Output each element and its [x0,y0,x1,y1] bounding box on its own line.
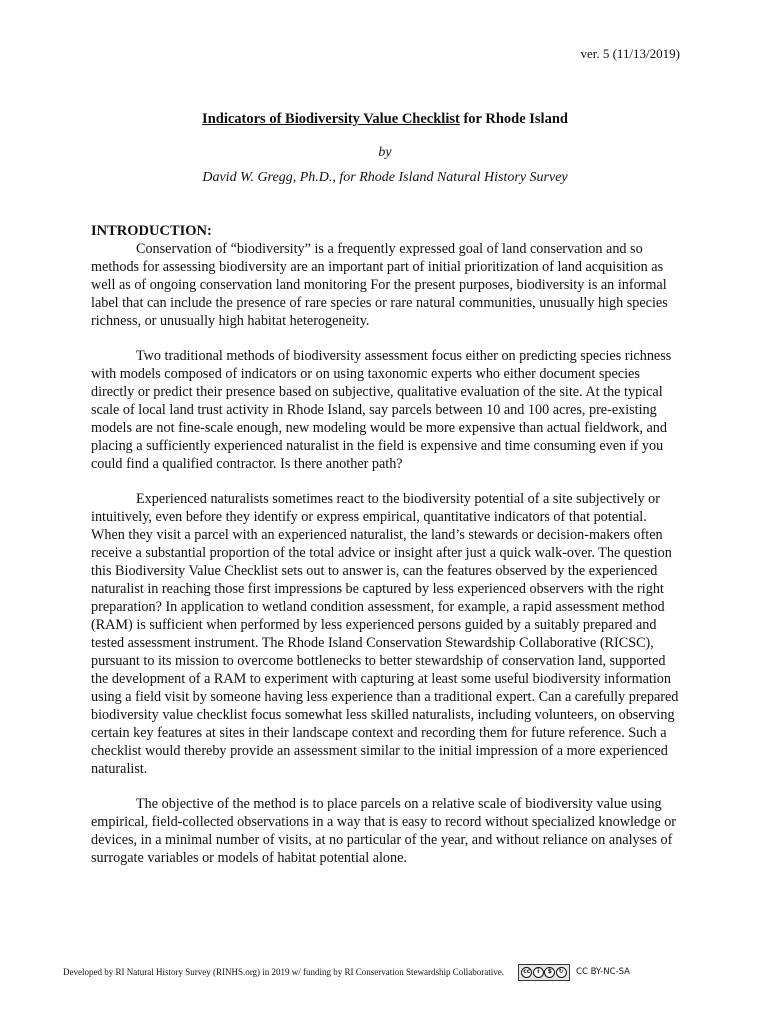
license-area [518,964,630,981]
byline-by: by [378,145,392,160]
sharealike-icon: ↻ [556,967,567,978]
byline-author: David W. Gregg, Ph.D., for Rhode Island Natural History Survey [202,170,568,185]
paragraph-1: Conservation of “biodiversity” is a frequently expressed goal of land conservation and so methods for assessing biodiversity are an important part of initial prioritization of land acquisition as well as of ongoing conservation land monitoring For the present purposes, biodiversity is an informal label that can include the presence of rare species or rare natural communities, unusually high species richness, or unusually high habitat heterogeneity. [91,241,668,329]
document-body [91,222,682,884]
version-label: ver. 5 (11/13/2019) [580,46,680,61]
paragraph-2: Two traditional methods of biodiversity assessment focus either on predicting species richness with models composed of indicators or on using taxonomic experts who either document species directly or predict their presence based on subjective, qualitative evaluation of the site. At the typical scale of local land trust activity in Rhode Island, say parcels between 10 and 100 acres, pre-existing models are not fine-scale enough, new modeling would be more expensive than actual fieldwork, and placing a sufficiently experienced naturalist in the field is expensive and time consuming even if you could find a qualified contractor. Is there another path? [91,348,672,472]
noncommercial-icon: $ [544,967,555,978]
paragraph-4: The objective of the method is to place parcels on a relative scale of biodiversity value using empirical, field-collected observations in a way that is easy to record without specialized knowledge or devices, in a minimal number of visits, at no particular of the year, and without reliance on analyses of surrogate variables or models of habitat potential alone. [91,796,677,866]
paragraph-3: Experienced naturalists sometimes react to the biodiversity potential of a site subjectively or intuitively, even before they identify or express empirical, quantitative indicators of that potential. When they visit a parcel with an experienced naturalist, the land’s stewards or decision-makers often receive a substantial proportion of the total advice or insight after just a quick walk-over. The question this Biodiversity Value Checklist sets out to answer is, can the features observed by the experienced naturalist in reaching those first impressions be captured by less experienced observers with the right preparation? In application to wetland condition assessment, for example, a rapid assessment method (RAM) is sufficient when performed by less experienced persons guided by a suitably prepared and tested assessment instrument. The Rhode Island Conservation Stewardship Collaborative (RICSC), pursuant to its mission to overcome bottlenecks to better stewardship of conservation land, supported the development of a RAM to experiment with capturing at least some useful biodiversity information using a field visit by someone having less experience than a traditional expert. Can a carefully prepared biodiversity value checklist focus somewhat less skilled naturalists, including volunteers, on observing certain key features at sites in their landscape context and recording them for future reference. Such a checklist would thereby provide an assessment similar to the initial impression of a more experienced naturalist. [91,491,679,777]
document-title [0,111,770,128]
attribution-icon: i [533,967,544,978]
footer-text: Developed by RI Natural History Survey (RINHS.org) in 2019 w/ funding by RI Conservation Stewardship Collaborative. [63,967,505,977]
title-underlined: Indicators of Biodiversity Value Checklist [202,111,460,127]
license-label: CC BY-NC-SA [576,967,630,977]
page-footer [63,962,703,982]
cc-icon: cc [521,967,532,978]
title-rest: for Rhode Island [459,111,568,127]
section-heading: INTRODUCTION: [91,223,212,239]
cc-license-badge-icon [518,964,570,981]
